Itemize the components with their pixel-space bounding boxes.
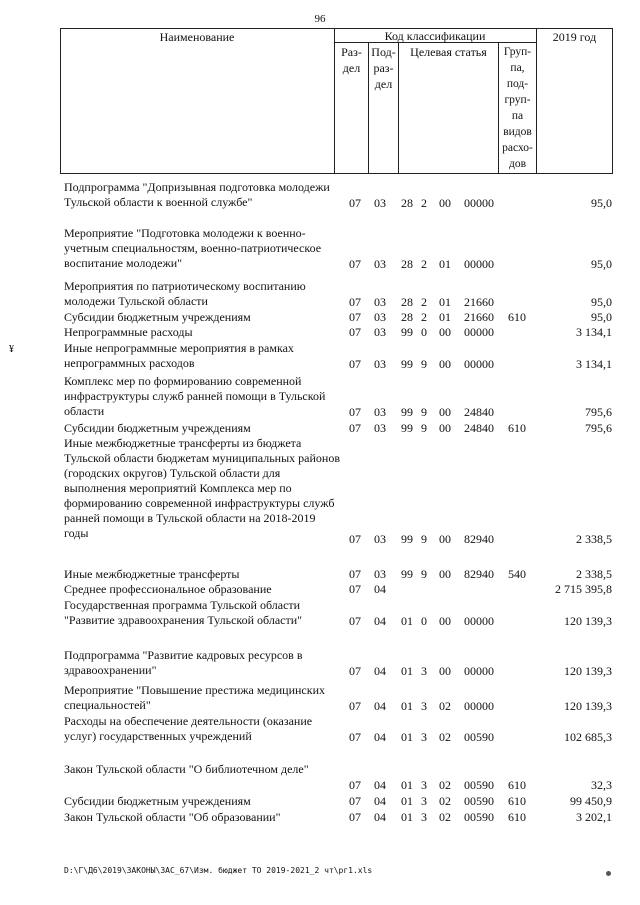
row-code-t4: 21660 bbox=[464, 295, 494, 309]
row-code-t3: 01 bbox=[439, 257, 451, 271]
row-amount: 2 338,5 bbox=[576, 532, 612, 546]
margin-mark: ¥ bbox=[9, 344, 14, 355]
row-amount: 3 202,1 bbox=[576, 810, 612, 824]
row-code-r: 07 bbox=[349, 699, 361, 713]
row-amount: 95,0 bbox=[591, 295, 612, 309]
row-code-g: 610 bbox=[508, 810, 526, 824]
row-code-r: 07 bbox=[349, 730, 361, 744]
row-code-r: 07 bbox=[349, 532, 361, 546]
row-code-r: 07 bbox=[349, 567, 361, 581]
row-code-t1: 99 bbox=[401, 357, 413, 371]
row-code-g: 610 bbox=[508, 778, 526, 792]
row-code-t1: 28 bbox=[401, 196, 413, 210]
table-row bbox=[0, 341, 640, 373]
row-code-t2: 2 bbox=[421, 196, 427, 210]
row-code-t4: 00000 bbox=[464, 614, 494, 628]
row-code-t1: 01 bbox=[401, 794, 413, 808]
table-row bbox=[0, 436, 640, 548]
row-name: Расходы на обеспечение деятельности (оказание услуг) государственных учреждений bbox=[64, 714, 313, 743]
table-row bbox=[0, 325, 640, 341]
row-code-t3: 02 bbox=[439, 699, 451, 713]
row-code-t3: 00 bbox=[439, 357, 451, 371]
row-code-t3: 02 bbox=[439, 730, 451, 744]
row-amount: 120 139,3 bbox=[564, 664, 612, 678]
row-code-p: 03 bbox=[374, 325, 386, 339]
row-code-r: 07 bbox=[349, 325, 361, 339]
row-code-t4: 24840 bbox=[464, 421, 494, 435]
table-row bbox=[0, 310, 640, 326]
row-code-p: 03 bbox=[374, 532, 386, 546]
row-code-r: 07 bbox=[349, 257, 361, 271]
row-code-p: 04 bbox=[374, 794, 386, 808]
row-code-p: 03 bbox=[374, 196, 386, 210]
row-code-g: 610 bbox=[508, 310, 526, 324]
row-code-t3: 00 bbox=[439, 325, 451, 339]
row-amount: 95,0 bbox=[591, 310, 612, 324]
row-code-g: 610 bbox=[508, 421, 526, 435]
row-name: Мероприятие "Подготовка молодежи к военно-учетным специальностям, военно-патриотическое воспитание молодежи" bbox=[64, 226, 322, 270]
row-name: Иные межбюджетные трансферты из бюджета Тульской области бюджетам муниципальных районов (городских округов) Тульской области для выполнения мероприятий Комплекса мер по формированию современной инфраструктуры служб ранней помощи в Тульской области на 2018-2019 годы bbox=[64, 436, 340, 540]
row-code-p: 04 bbox=[374, 778, 386, 792]
row-code-t4: 00000 bbox=[464, 257, 494, 271]
row-name: Подпрограмма "Развитие кадровых ресурсов в здравоохранении" bbox=[64, 648, 303, 677]
row-code-p: 04 bbox=[374, 699, 386, 713]
row-code-g: 540 bbox=[508, 567, 526, 581]
table-row bbox=[0, 226, 640, 273]
row-name: Субсидии бюджетным учреждениям bbox=[64, 421, 251, 435]
row-code-t2: 3 bbox=[421, 810, 427, 824]
row-code-p: 04 bbox=[374, 730, 386, 744]
row-code-t4: 00000 bbox=[464, 357, 494, 371]
row-code-p: 03 bbox=[374, 295, 386, 309]
row-code-t1: 28 bbox=[401, 310, 413, 324]
row-amount: 2 715 395,8 bbox=[555, 582, 612, 596]
row-code-t2: 9 bbox=[421, 567, 427, 581]
row-code-r: 07 bbox=[349, 196, 361, 210]
row-code-t2: 0 bbox=[421, 614, 427, 628]
row-code-r: 07 bbox=[349, 405, 361, 419]
row-name: Подпрограмма "Допризывная подготовка молодежи Тульской области к военной службе" bbox=[64, 180, 330, 209]
table-row bbox=[0, 374, 640, 421]
row-code-t4: 00000 bbox=[464, 664, 494, 678]
table-row bbox=[0, 598, 640, 630]
row-name: Комплекс мер по формированию современной инфраструктуры служб ранней помощи в Тульской области bbox=[64, 374, 326, 418]
row-code-t2: 2 bbox=[421, 310, 427, 324]
row-code-t1: 99 bbox=[401, 325, 413, 339]
margin-dot bbox=[606, 871, 611, 876]
row-code-r: 07 bbox=[349, 357, 361, 371]
row-code-t3: 01 bbox=[439, 310, 451, 324]
row-code-t2: 3 bbox=[421, 730, 427, 744]
row-code-t1: 99 bbox=[401, 567, 413, 581]
row-name: Иные межбюджетные трансферты bbox=[64, 567, 240, 581]
row-name: Субсидии бюджетным учреждениям bbox=[64, 310, 251, 324]
row-code-t1: 01 bbox=[401, 810, 413, 824]
row-code-t1: 99 bbox=[401, 405, 413, 419]
row-code-p: 03 bbox=[374, 421, 386, 435]
row-code-t4: 00590 bbox=[464, 730, 494, 744]
row-code-t2: 3 bbox=[421, 664, 427, 678]
table-row bbox=[0, 567, 640, 583]
table-row bbox=[0, 683, 640, 715]
row-code-t4: 00000 bbox=[464, 325, 494, 339]
row-code-r: 07 bbox=[349, 664, 361, 678]
row-name: Мероприятия по патриотическому воспитанию молодежи Тульской области bbox=[64, 279, 306, 308]
row-code-r: 07 bbox=[349, 295, 361, 309]
row-amount: 2 338,5 bbox=[576, 567, 612, 581]
row-code-r: 07 bbox=[349, 582, 361, 596]
row-code-t4: 00590 bbox=[464, 810, 494, 824]
row-amount: 32,3 bbox=[591, 778, 612, 792]
row-name: Среднее профессиональное образование bbox=[64, 582, 272, 596]
row-code-p: 03 bbox=[374, 405, 386, 419]
row-name: Иные непрограммные мероприятия в рамках непрограммных расходов bbox=[64, 341, 294, 370]
row-amount: 120 139,3 bbox=[564, 699, 612, 713]
row-code-t4: 00590 bbox=[464, 778, 494, 792]
row-code-t3: 00 bbox=[439, 532, 451, 546]
header-podrazdel: Под- раз- дел bbox=[371, 45, 396, 91]
table-row bbox=[0, 714, 640, 746]
row-code-p: 03 bbox=[374, 357, 386, 371]
table-row bbox=[0, 810, 640, 826]
row-code-t4: 00590 bbox=[464, 794, 494, 808]
header-target: Целевая статья bbox=[410, 45, 487, 59]
page-number: 96 bbox=[314, 13, 326, 25]
row-code-p: 03 bbox=[374, 310, 386, 324]
row-code-r: 07 bbox=[349, 310, 361, 324]
table-row bbox=[0, 794, 640, 810]
row-code-t3: 00 bbox=[439, 567, 451, 581]
header-razdel: Раз- дел bbox=[341, 45, 362, 75]
row-name: Непрограммные расходы bbox=[64, 325, 193, 339]
table-row bbox=[0, 648, 640, 680]
row-code-t1: 01 bbox=[401, 699, 413, 713]
row-amount: 120 139,3 bbox=[564, 614, 612, 628]
row-code-t1: 99 bbox=[401, 421, 413, 435]
row-amount: 795,6 bbox=[585, 405, 612, 419]
row-code-t2: 2 bbox=[421, 295, 427, 309]
row-code-r: 07 bbox=[349, 778, 361, 792]
header-name: Наименование bbox=[159, 30, 235, 44]
row-code-t4: 00000 bbox=[464, 699, 494, 713]
table-row bbox=[0, 279, 640, 311]
row-amount: 3 134,1 bbox=[576, 357, 612, 371]
row-code-t3: 00 bbox=[439, 405, 451, 419]
row-amount: 99 450,9 bbox=[570, 794, 612, 808]
row-code-p: 03 bbox=[374, 567, 386, 581]
row-code-p: 04 bbox=[374, 810, 386, 824]
row-code-t2: 9 bbox=[421, 405, 427, 419]
table-header bbox=[60, 28, 613, 174]
row-code-t4: 24840 bbox=[464, 405, 494, 419]
row-name: Субсидии бюджетным учреждениям bbox=[64, 794, 251, 808]
row-code-t4: 82940 bbox=[464, 532, 494, 546]
row-amount: 102 685,3 bbox=[564, 730, 612, 744]
row-code-t1: 28 bbox=[401, 295, 413, 309]
row-amount: 3 134,1 bbox=[576, 325, 612, 339]
row-code-t2: 3 bbox=[421, 778, 427, 792]
row-code-t1: 28 bbox=[401, 257, 413, 271]
row-code-p: 04 bbox=[374, 664, 386, 678]
row-code-t3: 00 bbox=[439, 664, 451, 678]
row-code-r: 07 bbox=[349, 794, 361, 808]
row-code-t2: 9 bbox=[421, 357, 427, 371]
header-year: 2019 год bbox=[552, 30, 597, 44]
row-code-t3: 00 bbox=[439, 421, 451, 435]
row-code-t3: 02 bbox=[439, 810, 451, 824]
row-code-r: 07 bbox=[349, 421, 361, 435]
footer-path: D:\Г\Д6\2019\ЗАКОНЫ\ЗАС_67\Изм. бюджет ТО 2019-2021_2 чт\рг1.xls bbox=[64, 866, 373, 875]
row-code-t3: 01 bbox=[439, 295, 451, 309]
header-group: Груп- па, под- груп- па видов расхо- дов bbox=[502, 46, 533, 170]
row-code-t4: 00000 bbox=[464, 196, 494, 210]
row-code-t2: 0 bbox=[421, 325, 427, 339]
row-code-p: 03 bbox=[374, 257, 386, 271]
row-code-t2: 2 bbox=[421, 257, 427, 271]
row-code-t1: 01 bbox=[401, 778, 413, 792]
row-code-p: 04 bbox=[374, 614, 386, 628]
table-row bbox=[0, 421, 640, 437]
row-code-t2: 9 bbox=[421, 421, 427, 435]
row-code-r: 07 bbox=[349, 810, 361, 824]
row-code-t2: 3 bbox=[421, 794, 427, 808]
table-row bbox=[0, 582, 640, 598]
row-code-t1: 01 bbox=[401, 614, 413, 628]
row-code-t2: 9 bbox=[421, 532, 427, 546]
row-code-t3: 02 bbox=[439, 778, 451, 792]
row-name: Закон Тульской области "Об образовании" bbox=[64, 810, 281, 824]
row-code-t1: 99 bbox=[401, 532, 413, 546]
row-name: Мероприятие "Повышение престижа медицинских специальностей" bbox=[64, 683, 326, 712]
row-code-p: 04 bbox=[374, 582, 386, 596]
row-code-t3: 02 bbox=[439, 794, 451, 808]
row-amount: 95,0 bbox=[591, 196, 612, 210]
row-code-t4: 82940 bbox=[464, 567, 494, 581]
header-classification: Код классификации bbox=[384, 29, 486, 43]
row-name: Государственная программа Тульской области "Развитие здравоохранения Тульской области" bbox=[64, 598, 303, 627]
row-code-t1: 01 bbox=[401, 664, 413, 678]
row-code-t4: 21660 bbox=[464, 310, 494, 324]
row-code-g: 610 bbox=[508, 794, 526, 808]
row-name: Закон Тульской области "О библиотечном деле" bbox=[64, 762, 309, 776]
row-amount: 95,0 bbox=[591, 257, 612, 271]
table-row bbox=[0, 180, 640, 212]
row-code-t1: 01 bbox=[401, 730, 413, 744]
row-amount: 795,6 bbox=[585, 421, 612, 435]
row-code-t3: 00 bbox=[439, 614, 451, 628]
row-code-t3: 00 bbox=[439, 196, 451, 210]
table-row bbox=[0, 762, 640, 794]
row-code-r: 07 bbox=[349, 614, 361, 628]
row-code-t2: 3 bbox=[421, 699, 427, 713]
